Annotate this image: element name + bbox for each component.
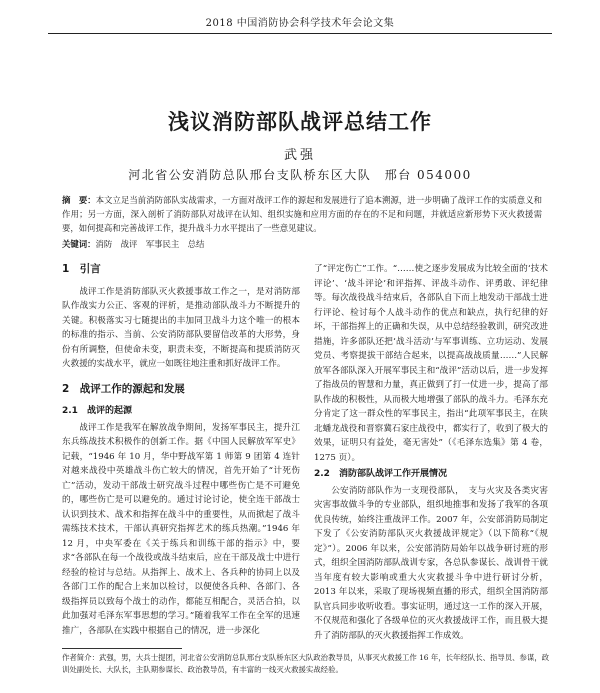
- paragraph-development: 公安消防部队作为一支现役部队， 支与火灾及各类灾害灾害事故做斗争的专业部队，组织地推事和发扬了我军的各项优良传统，始终注重战评工作。2007 年，公安部消防局制定下发了《公安消防部队灭火救援战评规定》（以下简称“《规定》”）。2006 年以来，公安部消防局始年以战争研讨班的形式，组织全国消防部队战训专家，各总队参谋长、战训骨干就当年度有较大影响或重大火灾救援斗争中进行研讨分析，2013 年以来，采取了现场视频直播的形式，组织全国消防部队官兵同步收听收看。事实证明，通过这一工作的深入开展，不仅规范和强化了各级单位的灭火救援战评工作，而且极大提升了消防部队的灭火救援指挥工作成效。: [314, 485, 548, 641]
- keywords-label: 关键词：: [62, 239, 96, 249]
- keywords-text: 消防 战评 军事民主 总结: [95, 239, 205, 249]
- abstract: [62, 193, 542, 235]
- section-heading-introduction: 1 引言: [62, 263, 101, 275]
- paragraph-origin: 战评工作是我军在解放战争期间，发扬军事民主，提升江东兵练战技术积极作的创新工作。据《中国人民解放军军史》记载，“1946 年 10 月，华中野战军第 1 师第 9 团第 4 连针对越来战役中英雄战斗伤亡较大的情况，首先开始了“计死伤亡”活动，发动干部战士研究战斗过程中哪些伤亡是不可避免的，哪些伤亡是可以避免的。通过讨论讨论，使全连干部战士认识到技术、战术和指挥在战斗中的重要性，从而掀起了战斗需练技术技术，干部认真研究指挥艺术的练兵热潮。”1946 年 12 月，中央军委在《关于练兵和训练干部的指示》中，要求“各部队在每一个战役或战斗结束后，应在干部及战士中进行经验的检讨与总结。从指挥上、战术上、各兵种的协同上以及各部门工作的配合上来加以检讨，以便使各兵种、各部门、各级指挥员以致每个战士的动作，都能互相配合，灵活合拍，以此加强对毛泽东军事思想的学习。”随着我军工作在全军的迅速推广，各部队在实践中根据自己的情况，进一步深化: [62, 422, 300, 636]
- footnote-author-bio: 作者简介：武强，男，大兵士提团，河北省公安消防总队邢台支队桥东区大队政治教导员，从事灭火救援工作 16 年，长年经队长、指导员、参谋，政训处副处长、大队长，主队期参谋长、政治教导员，有丰富的一线灭火救援实战经验。: [62, 653, 550, 674]
- subsection-heading-2-1: 2.1 战评的起源: [62, 406, 132, 416]
- right-column: [314, 262, 548, 643]
- abstract-label: 摘 要：: [62, 195, 96, 205]
- paragraph-origin-continued: 了“评定伤亡”工作。“……使之逐步发展成为比较全面的‘技术评论’、‘战斗评论’和评指挥、评战斗动作、评勇敢、评纪律等。每次战役战斗结束后，各部队自下而上地发动干部战士进行评论、检讨每个人战斗动作的优点和缺点，执行纪律的好坏，干部指挥上的正确和失误，从中总结经验教训，研究改进措施，许多部队还把‘战斗活动’与军事训练、立功运动、发展党员、考察提拔干部结合起来，以提高战战质量……”人民解放军各部队深入开展军事民主和“战评”活动以后，进一步发挥了指战员的智慧和力量，真正做到了打一仗进一步，提高了部队作战的积极性，从而极大地增强了部队的战斗力。毛泽东充分肯定了这一群众性的军事民主，指出“此项军事民主，在陕北蟠龙战役和晋察冀石家庄战役中，都实行了，收到了极大的效果，证明只有益处，毫无害处”（《毛泽东选集》第 4 卷，1275 页）。: [314, 264, 548, 463]
- left-column: [62, 262, 300, 638]
- paragraph-introduction: 战评工作是消防部队灭火救援事故工作之一，是对消防部队作战实力公正、客观的评析，是推动部队战斗力不断提升的关键。积极落实习七随提出的丰加同卫战斗力这个唯一的根本的标准的指示、当前、公安消防部队要留信改革的大形势，身份有所调整，但使命未变，职责未变，不断提高和提质消防灭火救援的实战水平，就应一如既往地注重和抓好战评工作。: [62, 286, 300, 369]
- keywords: [62, 237, 542, 251]
- author-name: 武强: [283, 148, 316, 163]
- abstract-text: 本文立足当前消防部队实战需求，一方面对战评工作的源起和发展进行了追本溯源，进一步明确了战评工作的实质意义和作用；另一方面，深入剖析了消防部队对战评在认知、组织实施和应用方面的存在的不足和问题，并就适应新形势下灭火救援需要，如何提高和完善战评工作，提升战斗力水平提出了一些意见建议。: [62, 195, 542, 233]
- section-heading-origin: 2 战评工作的源起和发展: [62, 382, 185, 395]
- footnote-rule: [62, 648, 182, 649]
- article-title: 浅议消防部队战评总结工作: [168, 110, 432, 134]
- author-affiliation: 河北省公安消防总队邢台支队桥东区大队 邢台 054000: [128, 168, 472, 182]
- running-header: 2018 中国消防协会科学技术年会论文集: [48, 14, 552, 34]
- subsection-heading-2-2: 2.2 消防部队战评工作开展情况: [314, 469, 447, 479]
